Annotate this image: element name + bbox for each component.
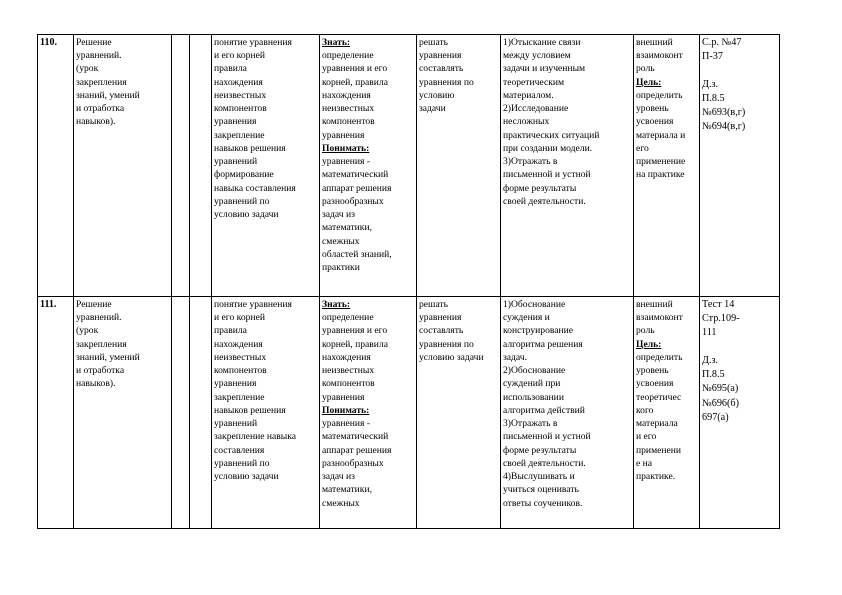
lesson-content-cell: [212, 297, 320, 529]
text-line: условию задачи: [419, 351, 484, 363]
text-line: уравнения -: [322, 156, 371, 168]
text-line: суждений при: [503, 378, 561, 390]
text-line: №696(б): [702, 397, 739, 409]
text-line: уровень: [636, 365, 669, 377]
skills-cell: [417, 297, 501, 529]
text-line: форме результаты: [503, 182, 577, 194]
text-line: между условием: [503, 50, 571, 62]
text-line: П.8.5: [702, 93, 725, 105]
text-line: практики: [322, 261, 360, 273]
text-line: компонентов: [214, 365, 267, 377]
text-line: уравнения и его: [322, 325, 388, 337]
text-line: на практике: [636, 169, 685, 181]
text-line: письменной и устной: [503, 431, 591, 443]
lesson-topic-cell: [74, 35, 172, 297]
text-line: роль: [636, 325, 655, 337]
text-line: корней, правила: [322, 76, 388, 88]
text-line: закрепление: [214, 391, 265, 403]
text-line: смежных: [322, 235, 360, 247]
text-line: нахождения: [214, 76, 263, 88]
table-row: [38, 35, 780, 297]
lesson-number-cell: 110.: [38, 35, 74, 297]
text-line: уравнений.: [76, 312, 122, 324]
text-line: неизвестных: [214, 351, 267, 363]
text-line: материалом.: [503, 89, 554, 101]
text-line: своей деятельности.: [503, 457, 586, 469]
text-line: несложных: [503, 116, 550, 128]
text-line: внешний: [636, 37, 673, 48]
text-line: уравнения -: [322, 418, 371, 430]
text-line: условию задачи: [214, 209, 279, 221]
text-line: 3)Отражать в: [503, 156, 558, 168]
text-line: уравнений по: [214, 195, 270, 207]
text-line: закрепления: [76, 338, 127, 350]
text-line: (урок: [76, 63, 99, 75]
text-line: навыка составления: [214, 182, 296, 194]
text-line: 697(а): [702, 411, 729, 423]
text-line: уравнения по: [419, 76, 474, 88]
text-line: составлять: [419, 63, 464, 75]
text-line: формирование: [214, 169, 274, 181]
text-line: и отработка: [76, 103, 125, 115]
text-line: П-37: [702, 51, 723, 63]
text-line: уровень: [636, 103, 669, 115]
text-line: теоретическим: [503, 76, 565, 88]
text-line: Д.з.: [702, 355, 719, 367]
text-line: использовании: [503, 391, 564, 403]
text-line: уравнения и его: [322, 63, 388, 75]
text-line: применени: [636, 444, 682, 456]
text-line: задач из: [322, 209, 355, 221]
text-line: уравнений.: [76, 50, 122, 62]
text-line: закрепление: [214, 129, 265, 141]
activities-cell: [501, 297, 634, 529]
section-label: Понимать:: [322, 404, 370, 416]
text-line: составлять: [419, 325, 464, 337]
text-line: правила: [214, 63, 247, 75]
text-line: знаний, умений: [76, 351, 140, 363]
text-line: усвоения: [636, 116, 674, 128]
text-line: разнообразных: [322, 195, 384, 207]
text-line: уравнения: [419, 50, 462, 62]
section-label: Цель:: [636, 76, 662, 88]
text-line: аппарат решения: [322, 182, 392, 194]
text-line: роль: [636, 63, 655, 75]
text-line: уравнений по: [214, 457, 270, 469]
text-line: определение: [322, 50, 374, 62]
text-line: практических ситуаций: [503, 129, 600, 141]
text-line: навыков решения: [214, 404, 286, 416]
requirements-cell: [320, 35, 417, 297]
text-line: уравнения: [214, 378, 257, 390]
lesson-content-cell: [212, 35, 320, 297]
empty-cell: [190, 297, 212, 529]
text-line: решать: [419, 37, 449, 48]
text-line: теоретичес: [636, 391, 682, 403]
control-cell: [634, 297, 700, 529]
section-label: Понимать:: [322, 142, 370, 154]
text-line: математический: [322, 431, 389, 443]
text-line: условию задачи: [214, 471, 279, 483]
text-line: знаний, умений: [76, 89, 140, 101]
text-line: 2)Исследование: [503, 103, 569, 115]
text-line: 3)Отражать в: [503, 418, 558, 430]
text-line: ответы соучеников.: [503, 497, 583, 509]
text-line: С.р. №47: [702, 37, 742, 48]
text-line: нахождения: [322, 89, 371, 101]
text-line: задач из: [322, 471, 355, 483]
text-line: взаимоконт: [636, 50, 683, 62]
text-line: материала и: [636, 129, 686, 141]
text-line: навыков решения: [214, 142, 286, 154]
text-line: понятие уравнения: [214, 37, 292, 48]
text-line: форме результаты: [503, 444, 577, 456]
text-line: понятие уравнения: [214, 299, 292, 310]
section-label: Цель:: [636, 338, 662, 350]
text-line: учиться оценивать: [503, 484, 579, 496]
text-line: закрепления: [76, 76, 127, 88]
lesson-number-cell: 111.: [38, 297, 74, 529]
requirements-cell: [320, 297, 417, 529]
text-line: закрепление навыка: [214, 431, 297, 443]
text-line: своей деятельности.: [503, 195, 586, 207]
text-line: определение: [322, 312, 374, 324]
text-line: математики,: [322, 222, 373, 234]
text-line: правила: [214, 325, 247, 337]
text-line: уравнения: [214, 116, 257, 128]
text-line: усвоения: [636, 378, 674, 390]
text-line: неизвестных: [322, 103, 375, 115]
control-cell: [634, 35, 700, 297]
text-line: и его корней: [214, 312, 265, 324]
empty-cell: [172, 35, 190, 297]
table-row: [38, 297, 780, 529]
text-line: Решение: [76, 37, 112, 48]
text-line: уравнений: [214, 418, 258, 430]
text-line: задач.: [503, 351, 528, 363]
text-line: 2)Обоснование: [503, 365, 566, 377]
text-line: неизвестных: [214, 89, 267, 101]
text-line: уравнения: [322, 391, 365, 403]
text-line: е на: [636, 457, 653, 469]
text-line: компонентов: [322, 116, 375, 128]
text-line: определить: [636, 351, 683, 363]
activities-cell: [501, 35, 634, 297]
text-line: применение: [636, 156, 686, 168]
text-line: при создании модели.: [503, 142, 593, 154]
text-line: условию: [419, 89, 455, 101]
text-line: областей знаний,: [322, 248, 392, 260]
text-line: №695(а): [702, 383, 739, 395]
text-line: задачи: [419, 103, 446, 115]
text-line: [702, 64, 777, 78]
text-line: П.8.5: [702, 369, 725, 381]
text-line: суждения и: [503, 312, 550, 324]
text-line: практике.: [636, 471, 676, 483]
text-line: уравнения: [322, 129, 365, 141]
text-line: алгоритма действий: [503, 404, 585, 416]
text-line: математики,: [322, 484, 373, 496]
text-line: 4)Выслушивать и: [503, 471, 575, 483]
text-line: определить: [636, 89, 683, 101]
skills-cell: [417, 35, 501, 297]
text-line: 1)Отыскание связи: [503, 37, 581, 48]
text-line: конструирование: [503, 325, 574, 337]
text-line: компонентов: [214, 103, 267, 115]
text-line: алгоритма решения: [503, 338, 583, 350]
text-line: письменной и устной: [503, 169, 591, 181]
text-line: [702, 340, 777, 354]
text-line: задачи и изученным: [503, 63, 586, 75]
text-line: навыков).: [76, 116, 116, 128]
text-line: и его: [636, 431, 657, 443]
text-line: внешний: [636, 299, 673, 310]
text-line: разнообразных: [322, 457, 384, 469]
text-line: Тест 14: [702, 299, 735, 310]
text-line: его: [636, 142, 649, 154]
text-line: математический: [322, 169, 389, 181]
homework-cell: [700, 35, 780, 297]
empty-cell: [190, 35, 212, 297]
text-line: 1)Обоснование: [503, 299, 566, 310]
text-line: смежных: [322, 497, 360, 509]
text-line: №694(в,г): [702, 121, 746, 133]
text-line: Стр.109-: [702, 313, 740, 325]
text-line: уравнения по: [419, 338, 474, 350]
empty-cell: [172, 297, 190, 529]
text-line: составления: [214, 444, 265, 456]
lesson-topic-cell: [74, 297, 172, 529]
text-line: нахождения: [322, 351, 371, 363]
text-line: навыков).: [76, 378, 116, 390]
text-line: компонентов: [322, 378, 375, 390]
text-line: материала: [636, 418, 678, 430]
text-line: №693(в,г): [702, 107, 746, 119]
text-line: и отработка: [76, 365, 125, 377]
text-line: аппарат решения: [322, 444, 392, 456]
text-line: взаимоконт: [636, 312, 683, 324]
text-line: решать: [419, 299, 449, 310]
lesson-plan-table: [37, 34, 780, 529]
text-line: кого: [636, 404, 654, 416]
text-line: уравнений: [214, 156, 258, 168]
text-line: нахождения: [214, 338, 263, 350]
text-line: уравнения: [419, 312, 462, 324]
text-line: (урок: [76, 325, 99, 337]
homework-cell: [700, 297, 780, 529]
section-label: Знать:: [322, 299, 351, 310]
section-label: Знать:: [322, 37, 351, 48]
text-line: и его корней: [214, 50, 265, 62]
text-line: корней, правила: [322, 338, 388, 350]
text-line: Д.з.: [702, 79, 719, 91]
text-line: неизвестных: [322, 365, 375, 377]
text-line: 111: [702, 327, 717, 339]
text-line: Решение: [76, 299, 112, 310]
